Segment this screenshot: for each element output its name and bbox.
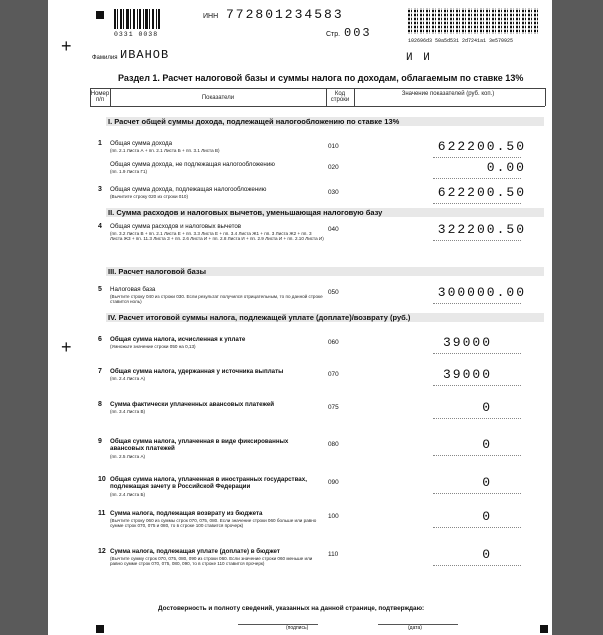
- corner-marker: [540, 625, 548, 633]
- row-number: 10: [98, 476, 106, 483]
- row-value: 0.00: [486, 160, 526, 175]
- value-underline: [433, 526, 521, 528]
- row-value: 0: [482, 509, 492, 524]
- value-underline: [433, 564, 521, 566]
- row-code: 080: [328, 441, 339, 448]
- header-divider: [545, 88, 546, 106]
- row-formula: (пп. 2.4 Листа А): [110, 376, 146, 381]
- row-value: 39000: [442, 367, 492, 382]
- col-num-header: Номер п/п: [90, 91, 110, 103]
- date-caption: (дата): [408, 625, 422, 631]
- row-formula: (Вычтите сумму строк 070, 075, 080, 090 из строки 060. Если значение строки 060 меньше или равно сумме строк 070, 075, 080, 090, то в строке 110 ставится прочерк): [110, 556, 313, 567]
- row-value: 0: [482, 400, 492, 415]
- row-label: Общая сумма дохода: [110, 140, 173, 147]
- section-heading-4: IV. Расчет итоговой суммы налога, подлежащей уплате (доплате)/возврату (руб.): [106, 313, 544, 322]
- row-label: Общая сумма расходов и налоговых вычетов: [110, 223, 242, 230]
- header-rule: [90, 106, 545, 107]
- value-underline: [433, 352, 521, 354]
- section-heading-1: I. Расчет общей суммы дохода, подлежащей налогообложению по ставке 13%: [106, 117, 544, 126]
- row-label: Общая сумма налога, уплаченная в иностранных государствах, подлежащая зачету в Российской Федерации: [110, 476, 307, 490]
- row-formula: (Вычитите строку 020 из строки 010): [110, 194, 188, 199]
- row-number: 8: [98, 401, 102, 408]
- row-code: 100: [328, 513, 339, 520]
- row-code: 010: [328, 143, 339, 150]
- row-label: Общая сумма дохода, подлежащая налогообложению: [110, 186, 267, 193]
- row-value: 300000.00: [437, 285, 526, 300]
- row-label: Общая сумма налога, уплаченная в виде фиксированных авансовых платежей: [110, 438, 289, 452]
- row-code: 090: [328, 479, 339, 486]
- row-code: 030: [328, 189, 339, 196]
- row-number: 5: [98, 286, 102, 293]
- row-formula: (пп. 2.4 Листа Б): [110, 492, 146, 497]
- row-formula: (пп. 2.1 Листа А + пп. 2.1 Листа Б + пп. 3.1 Листа В): [110, 148, 220, 153]
- row-label: Общая сумма налога, удержанная у источника выплаты: [110, 368, 284, 375]
- value-underline: [433, 177, 521, 179]
- row-value: 322200.50: [437, 222, 526, 237]
- row-formula: (пп. 3.2 Листа В + пп. 2.1 Листа Е + пп. 3.3 Листа Е + пп. 3.4 Листа Ж1 + пп. 3 Листа Ж2 + пп. 3 Листа Ж3 + пп. 11.3 Листа З + пп. 2.6 Листа И + пп. 2.8 Листа И + пп. 2.9 Листа И + пп. 2.10 Листа И): [110, 231, 324, 242]
- section-heading-2: II. Сумма расходов и налоговых вычетов, уменьшающая налоговую базу: [106, 208, 544, 217]
- row-number: 4: [98, 223, 102, 230]
- value-underline: [433, 417, 521, 419]
- row-value: 622200.50: [437, 139, 526, 154]
- row-code: 050: [328, 289, 339, 296]
- row-number: 9: [98, 438, 102, 445]
- row-value: 39000: [442, 335, 492, 350]
- col-values-header: Значение показателей (руб. коп.): [401, 91, 495, 97]
- inn-value: 772801234583: [226, 7, 344, 22]
- row-formula: (пп. 1.9 Листа Г1): [110, 169, 148, 174]
- barcode-icon: [114, 9, 160, 31]
- row-label: Сумма фактически уплаченных авансовых платежей: [110, 401, 275, 408]
- row-formula: (Вычтите строку 060 из суммы строк 070, 075, 080. Если значение строки 060 больше или равно сумме строк 070, 075 и 080, то в строке 100 ставится прочерк): [110, 518, 317, 529]
- barcode-digits: 0331 0038: [114, 31, 159, 38]
- row-code: 075: [328, 404, 339, 411]
- row-label: Сумма налога, подлежащая уплате (доплате) в бюджет: [110, 548, 280, 555]
- row-code: 070: [328, 371, 339, 378]
- value-underline: [433, 384, 521, 386]
- value-underline: [433, 202, 521, 204]
- row-value: 0: [482, 475, 492, 490]
- crosshair-icon: +: [61, 337, 72, 357]
- col-code-header: Код строки: [330, 91, 350, 103]
- row-formula: (Вычтите строку 040 из строки 030. Если результат получился отрицательным, то по данной строке ставится ноль): [110, 294, 323, 305]
- section-title: Раздел 1. Расчет налоговой базы и суммы налога по доходам, облагаемым по ставке 13%: [118, 73, 524, 83]
- row-formula: (Умножьте значение строки 050 на 0,13): [110, 344, 196, 349]
- value-underline: [433, 302, 521, 304]
- row-code: 110: [328, 551, 339, 558]
- row-label: Общая сумма налога, исчисленная к уплате: [110, 336, 246, 343]
- row-number: 1: [98, 140, 102, 147]
- row-number: 6: [98, 336, 102, 343]
- row-number: 7: [98, 368, 102, 375]
- page-number: 003: [344, 26, 372, 40]
- declaration-page: [48, 0, 552, 635]
- row-number: 12: [98, 548, 106, 555]
- value-underline: [433, 156, 521, 158]
- initials-value: И И: [406, 52, 432, 64]
- surname-label: Фамилия: [92, 55, 118, 61]
- surname-value: ИВАНОВ: [120, 48, 170, 62]
- page-label: Стр.: [326, 31, 341, 38]
- col-indicators-header: Показатели: [201, 95, 235, 101]
- qr-caption: 102696d3 50a5d531 2d7241a1 3e570925: [408, 38, 514, 44]
- crosshair-icon: +: [61, 36, 72, 56]
- row-label: Налоговая база: [110, 286, 156, 293]
- header-divider: [354, 88, 355, 106]
- row-formula: (пп. 3.4 Листа В): [110, 409, 146, 414]
- row-code: 020: [328, 164, 339, 171]
- value-underline: [433, 492, 521, 494]
- row-number: 11: [98, 510, 106, 517]
- row-code: 060: [328, 339, 339, 346]
- corner-marker: [96, 11, 104, 19]
- row-value: 0: [482, 437, 492, 452]
- qr-code-icon: [408, 8, 538, 34]
- section-heading-3: III. Расчет налоговой базы: [106, 267, 544, 276]
- value-underline: [433, 239, 521, 241]
- row-value: 0: [482, 547, 492, 562]
- row-number: 3: [98, 186, 102, 193]
- row-value: 622200.50: [437, 185, 526, 200]
- row-label: Общая сумма дохода, не подлежащая налогообложению: [110, 161, 275, 168]
- row-label: Сумма налога, подлежащая возврату из бюджета: [110, 510, 263, 517]
- value-underline: [433, 454, 521, 456]
- header-rule: [90, 88, 545, 89]
- corner-marker: [96, 625, 104, 633]
- footer-text: Достоверность и полноту сведений, указанных на данной странице, подтверждаю:: [158, 605, 425, 612]
- row-formula: (пп. 2.5 Листа А): [110, 454, 146, 459]
- inn-label: ИНН: [203, 13, 219, 20]
- row-code: 040: [328, 226, 339, 233]
- signature-caption: (подпись): [286, 625, 309, 631]
